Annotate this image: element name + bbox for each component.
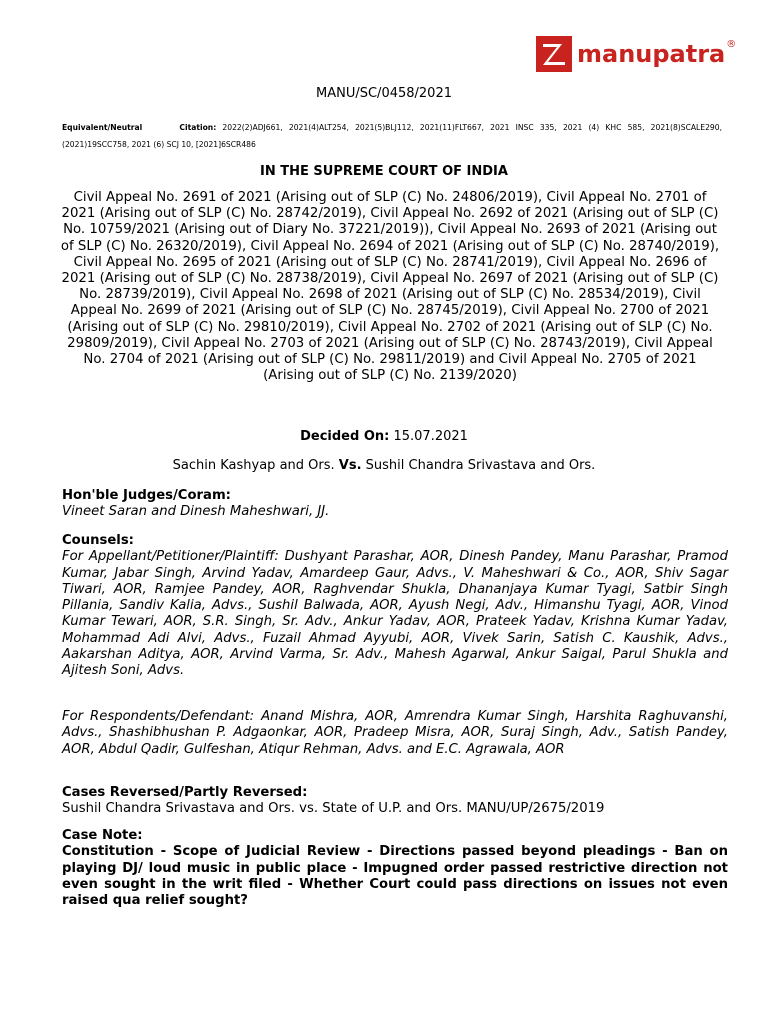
decided-on — [0, 429, 768, 444]
cases-reversed-section — [62, 785, 728, 818]
citation-label: Citation: — [179, 123, 217, 132]
judges-heading: Hon'ble Judges/Coram: — [62, 488, 231, 503]
versus-label: Vs. — [338, 458, 362, 473]
decided-on-label: Decided On: — [300, 429, 390, 444]
appellant-name: Sachin Kashyap and Ors. — [172, 458, 335, 473]
case-note-heading: Case Note: — [62, 828, 143, 843]
equivalent-citation-text: 2022(2)ADJ661, 2021(4)ALT254, 2021(5)BLJ112, 2021(11)FLT667, 2021 INSC 335, 2021 (4) KHC 585, 2021(8)SCALE290, (2021)19SCC758, 2021 (6) SCJ 10, [2021]6SCR486 — [62, 123, 722, 149]
logo-wordmark: manupatra — [577, 40, 726, 68]
case-note-text: Constitution - Scope of Judicial Review - Directions passed beyond pleadings - Ban on playing DJ/ loud music in public place - Impugned order passed restrictive direction not even sought in the writ filed - Whether Court could pass directions on issues not even raised qua relief sought? — [62, 844, 728, 909]
respondent-name: Sushil Chandra Srivastava and Ors. — [365, 458, 596, 473]
respondent-counsels: For Respondents/Defendant: Anand Mishra, AOR, Amrendra Kumar Singh, Harshita Raghuvanshi, Advs., Shashibhushan P. Adgaonkar, AOR, Pradeep Misra, AOR, Suraj Singh, Adv., Satish Pandey, AOR, Abdul Qadir, Gulfeshan, Atiqur Rehman, Advs. and E.C. Agrawala, AOR — [62, 709, 728, 757]
equivalent-citation — [62, 119, 722, 153]
registered-mark: ® — [726, 38, 737, 50]
cases-reversed-text: Sushil Chandra Srivastava and Ors. vs. State of U.P. and Ors. MANU/UP/2675/2019 — [62, 801, 605, 817]
citation-id: MANU/SC/0458/2021 — [316, 86, 452, 101]
judges-names: Vineet Saran and Dinesh Maheshwari, JJ. — [62, 504, 330, 520]
judges-section — [62, 488, 728, 521]
manupatra-logo-icon — [534, 34, 574, 74]
decided-on-date: 15.07.2021 — [393, 429, 468, 444]
case-note-section — [62, 828, 728, 909]
equivalent-citation-label: Equivalent/Neutral — [62, 123, 143, 132]
counsels-section — [62, 533, 728, 680]
cases-reversed-heading: Cases Reversed/Partly Reversed: — [62, 785, 308, 800]
counsels-heading: Counsels: — [62, 533, 134, 548]
manupatra-logo — [534, 34, 736, 74]
appellant-counsels: For Appellant/Petitioner/Plaintiff: Dushyant Parashar, AOR, Dinesh Pandey, Manu Parashar, Pramod Kumar, Jabar Singh, Arvind Yadav, Amardeep Gaur, Advs., V. Maheshwari & Co., AOR, Shiv Sagar Tiwari, AOR, Ramjee Pandey, AOR, Raghvendar Shukla, Dhananjaya Kumar Tyagi, Satbir Singh Pillania, Sandiv Kalia, Advs., Sushil Balwada, AOR, Ayush Negi, Adv., Himanshu Tyagi, AOR, Vinod Kumar Tewari, AOR, S.R. Singh, Sr. Adv., Ankur Yadav, AOR, Prateek Yadav, Krishna Kumar Yadav, Mohammad Adi Alvi, Advs., Fuzail Ahmad Ayyubi, AOR, Vivek Sarin, Satish C. Kaushik, Advs., Aakarshan Aditya, AOR, Arvind Varma, Sr. Adv., Mahesh Agarwal, Ankur Saigal, Parul Shukla and Ajitesh Soni, Advs. — [62, 549, 728, 679]
court-name: IN THE SUPREME COURT OF INDIA — [260, 164, 508, 179]
parties — [0, 458, 768, 473]
appeal-numbers: Civil Appeal No. 2691 of 2021 (Arising out of SLP (C) No. 24806/2019), Civil Appeal No. 2701 of 2021 (Arising out of SLP (C) No. 28742/2019), Civil Appeal No. 2692 of 2021 (Arising out of SLP (C) No. 10759/2021 (Arising out of Diary No. 37221/2019)), Civil Appeal No. 2693 of 2021 (Arising out of SLP (C) No. 26320/2019), Civil Appeal No. 2694 of 2021 (Arising out of SLP (C) No. 28740/2019), Civil Appeal No. 2695 of 2021 (Arising out of SLP (C) No. 28741/2019), Civil Appeal No. 2696 of 2021 (Arising out of SLP (C) No. 28738/2019), Civil Appeal No. 2697 of 2021 (Arising out of SLP (C) No. 28739/2019), Civil Appeal No. 2698 of 2021 (Arising out of SLP (C) No. 28534/2019), Civil Appeal No. 2699 of 2021 (Arising out of SLP (C) No. 28745/2019), Civil Appeal No. 2700 of 2021 (Arising out of SLP (C) No. 29810/2019), Civil Appeal No. 2702 of 2021 (Arising out of SLP (C) No. 29809/2019), Civil Appeal No. 2703 of 2021 (Arising out of SLP (C) No. 28743/2019), Civil Appeal No. 2704 of 2021 (Arising out of SLP (C) No. 29811/2019) and Civil Appeal No. 2705 of 2021 (Arising out of SLP (C) No. 2139/2020) — [60, 190, 720, 384]
